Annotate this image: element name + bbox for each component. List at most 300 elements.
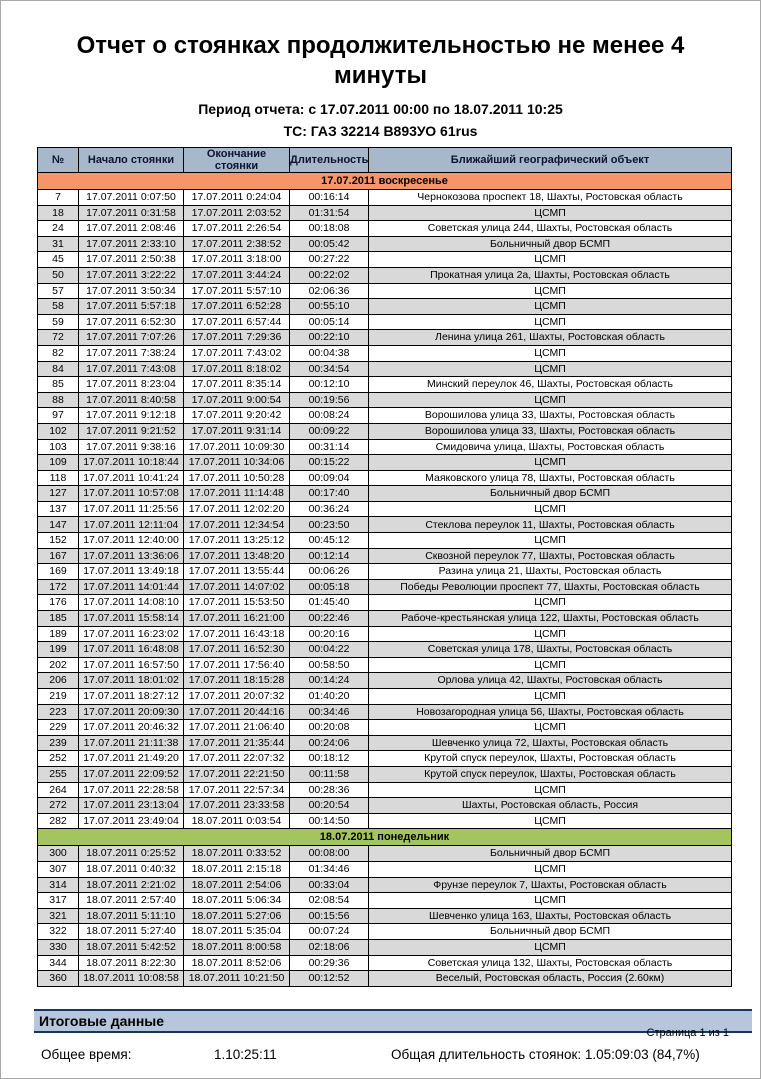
table-row (38, 533, 732, 549)
start-time-cell: 17.07.2011 7:07:26 (79, 330, 184, 346)
location-cell: ЦСМП (369, 501, 732, 517)
start-time-cell: 18.07.2011 5:11:10 (79, 908, 184, 924)
end-time-cell: 17.07.2011 9:00:54 (184, 392, 290, 408)
location-cell: Фрунзе переулок 7, Шахты, Ростовская область (369, 877, 732, 893)
location-cell: Советская улица 244, Шахты, Ростовская область (369, 221, 732, 237)
stop-number-cell: 57 (38, 283, 79, 299)
start-time-cell: 17.07.2011 16:48:08 (79, 642, 184, 658)
table-row (38, 704, 732, 720)
end-time-cell: 17.07.2011 15:53:50 (184, 595, 290, 611)
stop-number-cell: 127 (38, 486, 79, 502)
report-vehicle: ТС: ГАЗ 32214 В893УО 61rus (283, 123, 478, 139)
location-cell: ЦСМП (369, 861, 732, 877)
start-time-cell: 18.07.2011 8:22:30 (79, 955, 184, 971)
end-time-cell: 18.07.2011 2:54:06 (184, 877, 290, 893)
duration-cell: 00:28:36 (290, 782, 369, 798)
location-cell: ЦСМП (369, 657, 732, 673)
end-time-cell: 17.07.2011 0:24:04 (184, 190, 290, 206)
table-row (38, 595, 732, 611)
end-time-cell: 18.07.2011 5:06:34 (184, 893, 290, 909)
end-time-cell: 17.07.2011 16:21:00 (184, 611, 290, 627)
start-time-cell: 17.07.2011 8:23:04 (79, 377, 184, 393)
location-cell: ЦСМП (369, 205, 732, 221)
table-row (38, 314, 732, 330)
table-row (38, 548, 732, 564)
duration-cell: 01:31:54 (290, 205, 369, 221)
duration-cell: 00:09:22 (290, 423, 369, 439)
duration-cell: 00:22:46 (290, 611, 369, 627)
location-cell: Маяковского улица 78, Шахты, Ростовская область (369, 470, 732, 486)
duration-cell: 00:15:56 (290, 908, 369, 924)
start-time-cell: 18.07.2011 0:40:32 (79, 861, 184, 877)
duration-cell: 00:14:50 (290, 813, 369, 829)
end-time-cell: 18.07.2011 8:00:58 (184, 939, 290, 955)
start-time-cell: 18.07.2011 0:25:52 (79, 846, 184, 862)
stop-number-cell: 322 (38, 924, 79, 940)
location-cell: ЦСМП (369, 893, 732, 909)
end-time-cell: 17.07.2011 2:03:52 (184, 205, 290, 221)
duration-cell: 00:05:14 (290, 314, 369, 330)
start-time-cell: 17.07.2011 0:07:50 (79, 190, 184, 206)
location-cell: Минский переулок 46, Шахты, Ростовская область (369, 377, 732, 393)
end-time-cell: 17.07.2011 14:07:02 (184, 579, 290, 595)
location-cell: Разина улица 21, Шахты, Ростовская область (369, 564, 732, 580)
table-row (38, 877, 732, 893)
start-time-cell: 17.07.2011 12:11:04 (79, 517, 184, 533)
end-time-cell: 17.07.2011 20:07:32 (184, 689, 290, 705)
start-time-cell: 17.07.2011 5:57:18 (79, 299, 184, 315)
stop-number-cell: 172 (38, 579, 79, 595)
table-row (38, 908, 732, 924)
start-time-cell: 17.07.2011 16:57:50 (79, 657, 184, 673)
table-row (38, 813, 732, 829)
end-time-cell: 17.07.2011 12:34:54 (184, 517, 290, 533)
table-row (38, 735, 732, 751)
table-row (38, 501, 732, 517)
stop-number-cell: 199 (38, 642, 79, 658)
stop-number-cell: 252 (38, 751, 79, 767)
table-row (38, 939, 732, 955)
table-row (38, 252, 732, 268)
duration-cell: 00:34:46 (290, 704, 369, 720)
table-row (38, 564, 732, 580)
location-cell: Ленина улица 261, Шахты, Ростовская область (369, 330, 732, 346)
column-header-location: Ближайший географический объект (369, 148, 732, 173)
stop-number-cell: 219 (38, 689, 79, 705)
end-time-cell: 17.07.2011 18:15:28 (184, 673, 290, 689)
stop-number-cell: 118 (38, 470, 79, 486)
duration-cell: 00:17:40 (290, 486, 369, 502)
end-time-cell: 18.07.2011 5:35:04 (184, 924, 290, 940)
stop-number-cell: 137 (38, 501, 79, 517)
table-row (38, 955, 732, 971)
stop-number-cell: 272 (38, 798, 79, 814)
end-time-cell: 17.07.2011 5:57:10 (184, 283, 290, 299)
end-time-cell: 17.07.2011 11:14:48 (184, 486, 290, 502)
stop-number-cell: 59 (38, 314, 79, 330)
location-cell: ЦСМП (369, 720, 732, 736)
start-time-cell: 17.07.2011 2:08:46 (79, 221, 184, 237)
end-time-cell: 17.07.2011 13:48:20 (184, 548, 290, 564)
table-row (38, 971, 732, 987)
location-cell: ЦСМП (369, 283, 732, 299)
table-row (38, 330, 732, 346)
end-time-cell: 17.07.2011 3:44:24 (184, 267, 290, 283)
stop-number-cell: 189 (38, 626, 79, 642)
stop-number-cell: 330 (38, 939, 79, 955)
duration-cell: 00:04:38 (290, 345, 369, 361)
start-time-cell: 17.07.2011 23:49:04 (79, 813, 184, 829)
table-row (38, 345, 732, 361)
location-cell: Новозагородная улица 56, Шахты, Ростовская область (369, 704, 732, 720)
end-time-cell: 17.07.2011 2:26:54 (184, 221, 290, 237)
date-section-header: 18.07.2011 понедельник (38, 829, 732, 846)
stop-number-cell: 264 (38, 782, 79, 798)
end-time-cell: 17.07.2011 21:06:40 (184, 720, 290, 736)
duration-cell: 00:34:54 (290, 361, 369, 377)
stop-number-cell: 282 (38, 813, 79, 829)
start-time-cell: 17.07.2011 13:36:06 (79, 548, 184, 564)
duration-cell: 00:15:22 (290, 455, 369, 471)
stop-number-cell: 50 (38, 267, 79, 283)
totals-section-header (34, 1009, 752, 1033)
duration-cell: 00:45:12 (290, 533, 369, 549)
location-cell: ЦСМП (369, 345, 732, 361)
end-time-cell: 18.07.2011 0:03:54 (184, 813, 290, 829)
start-time-cell: 17.07.2011 14:01:44 (79, 579, 184, 595)
duration-cell: 00:14:24 (290, 673, 369, 689)
end-time-cell: 18.07.2011 8:52:06 (184, 955, 290, 971)
totals-row (1, 1047, 760, 1067)
table-row (38, 751, 732, 767)
duration-cell: 00:31:14 (290, 439, 369, 455)
location-cell: ЦСМП (369, 939, 732, 955)
stop-number-cell: 360 (38, 971, 79, 987)
end-time-cell: 17.07.2011 17:56:40 (184, 657, 290, 673)
duration-cell: 00:12:10 (290, 377, 369, 393)
end-time-cell: 17.07.2011 7:43:02 (184, 345, 290, 361)
stop-number-cell: 45 (38, 252, 79, 268)
end-time-cell: 17.07.2011 21:35:44 (184, 735, 290, 751)
start-time-cell: 17.07.2011 10:57:08 (79, 486, 184, 502)
location-cell: Шахты, Ростовская область, Россия (369, 798, 732, 814)
stop-number-cell: 317 (38, 893, 79, 909)
page-number: Страница 1 из 1 (646, 1027, 729, 1039)
stop-number-cell: 97 (38, 408, 79, 424)
end-time-cell: 17.07.2011 9:31:14 (184, 423, 290, 439)
table-row (38, 377, 732, 393)
location-cell: ЦСМП (369, 252, 732, 268)
start-time-cell: 17.07.2011 16:23:02 (79, 626, 184, 642)
column-header-start: Начало стоянки (79, 148, 184, 173)
duration-cell: 00:24:06 (290, 735, 369, 751)
start-time-cell: 17.07.2011 7:38:24 (79, 345, 184, 361)
stop-number-cell: 72 (38, 330, 79, 346)
end-time-cell: 17.07.2011 10:50:28 (184, 470, 290, 486)
duration-cell: 00:23:50 (290, 517, 369, 533)
stop-number-cell: 202 (38, 657, 79, 673)
stop-number-cell: 31 (38, 236, 79, 252)
start-time-cell: 17.07.2011 9:12:18 (79, 408, 184, 424)
location-cell: Смидовича улица, Шахты, Ростовская область (369, 439, 732, 455)
location-cell: ЦСМП (369, 533, 732, 549)
start-time-cell: 17.07.2011 21:11:38 (79, 735, 184, 751)
end-time-cell: 17.07.2011 13:55:44 (184, 564, 290, 580)
stop-number-cell: 109 (38, 455, 79, 471)
start-time-cell: 17.07.2011 6:52:30 (79, 314, 184, 330)
end-time-cell: 17.07.2011 16:52:30 (184, 642, 290, 658)
location-cell: Больничный двор БСМП (369, 486, 732, 502)
location-cell: Чернокозова проспект 18, Шахты, Ростовская область (369, 190, 732, 206)
table-row (38, 642, 732, 658)
location-cell: Советская улица 132, Шахты, Ростовская область (369, 955, 732, 971)
end-time-cell: 17.07.2011 22:21:50 (184, 766, 290, 782)
stop-number-cell: 102 (38, 423, 79, 439)
duration-cell: 01:34:46 (290, 861, 369, 877)
stop-number-cell: 18 (38, 205, 79, 221)
stop-number-cell: 300 (38, 846, 79, 862)
start-time-cell: 17.07.2011 3:50:34 (79, 283, 184, 299)
table-row (38, 579, 732, 595)
end-time-cell: 17.07.2011 22:07:32 (184, 751, 290, 767)
end-time-cell: 17.07.2011 7:29:36 (184, 330, 290, 346)
stop-number-cell: 84 (38, 361, 79, 377)
location-cell: ЦСМП (369, 595, 732, 611)
start-time-cell: 17.07.2011 10:41:24 (79, 470, 184, 486)
stop-number-cell: 58 (38, 299, 79, 315)
start-time-cell: 17.07.2011 7:43:08 (79, 361, 184, 377)
duration-cell: 00:05:42 (290, 236, 369, 252)
duration-cell: 00:20:16 (290, 626, 369, 642)
stop-number-cell: 229 (38, 720, 79, 736)
column-header-end: Окончание стоянки (184, 148, 290, 173)
location-cell: Победы Революции проспект 77, Шахты, Ростовская область (369, 579, 732, 595)
start-time-cell: 17.07.2011 9:38:16 (79, 439, 184, 455)
location-cell: Больничный двор БСМП (369, 236, 732, 252)
table-row (38, 299, 732, 315)
duration-cell: 00:29:36 (290, 955, 369, 971)
start-time-cell: 17.07.2011 20:46:32 (79, 720, 184, 736)
start-time-cell: 17.07.2011 14:08:10 (79, 595, 184, 611)
column-header-duration: Длительность (290, 148, 369, 173)
end-time-cell: 17.07.2011 6:52:28 (184, 299, 290, 315)
end-time-cell: 17.07.2011 10:34:06 (184, 455, 290, 471)
location-cell: Ворошилова улица 33, Шахты, Ростовская область (369, 408, 732, 424)
table-row (38, 611, 732, 627)
stop-number-cell: 82 (38, 345, 79, 361)
start-time-cell: 17.07.2011 3:22:22 (79, 267, 184, 283)
duration-cell: 00:58:50 (290, 657, 369, 673)
location-cell: ЦСМП (369, 782, 732, 798)
location-cell: ЦСМП (369, 813, 732, 829)
end-time-cell: 17.07.2011 8:35:14 (184, 377, 290, 393)
duration-cell: 00:27:22 (290, 252, 369, 268)
location-cell: Прокатная улица 2а, Шахты, Ростовская область (369, 267, 732, 283)
start-time-cell: 17.07.2011 21:49:20 (79, 751, 184, 767)
total-time-value: 1.10:25:11 (214, 1046, 277, 1062)
start-time-cell: 18.07.2011 2:21:02 (79, 877, 184, 893)
start-time-cell: 17.07.2011 12:40:00 (79, 533, 184, 549)
stop-number-cell: 176 (38, 595, 79, 611)
location-cell: ЦСМП (369, 689, 732, 705)
duration-cell: 00:33:04 (290, 877, 369, 893)
start-time-cell: 17.07.2011 10:18:44 (79, 455, 184, 471)
date-section-row (38, 173, 732, 190)
location-cell: ЦСМП (369, 392, 732, 408)
end-time-cell: 17.07.2011 9:20:42 (184, 408, 290, 424)
location-cell: Больничный двор БСМП (369, 924, 732, 940)
duration-cell: 00:18:08 (290, 221, 369, 237)
duration-cell: 00:55:10 (290, 299, 369, 315)
location-cell: Рабоче-крестьянская улица 122, Шахты, Ростовская область (369, 611, 732, 627)
stop-number-cell: 24 (38, 221, 79, 237)
location-cell: Сквозной переулок 77, Шахты, Ростовская область (369, 548, 732, 564)
start-time-cell: 17.07.2011 0:31:58 (79, 205, 184, 221)
duration-cell: 00:05:18 (290, 579, 369, 595)
table-row (38, 673, 732, 689)
end-time-cell: 17.07.2011 20:44:16 (184, 704, 290, 720)
table-row (38, 205, 732, 221)
column-header-number: № (38, 148, 79, 173)
duration-cell: 00:12:52 (290, 971, 369, 987)
table-row (38, 861, 732, 877)
duration-cell: 01:45:40 (290, 595, 369, 611)
total-parking-duration: Общая длительность стоянок: 1.05:09:03 (84,7%) (391, 1046, 700, 1062)
table-row (38, 846, 732, 862)
table-row (38, 439, 732, 455)
duration-cell: 00:22:02 (290, 267, 369, 283)
duration-cell: 00:20:08 (290, 720, 369, 736)
report-period: Период отчета: с 17.07.2011 00:00 по 18.07.2011 10:25 (198, 101, 563, 117)
location-cell: Больничный двор БСМП (369, 846, 732, 862)
duration-cell: 02:06:36 (290, 283, 369, 299)
end-time-cell: 18.07.2011 2:15:18 (184, 861, 290, 877)
table-row (38, 470, 732, 486)
location-cell: Стеклова переулок 11, Шахты, Ростовская область (369, 517, 732, 533)
page-title: Отчет о стоянках продолжительностью не менее 4 минуты (76, 32, 685, 89)
start-time-cell: 17.07.2011 13:49:18 (79, 564, 184, 580)
stop-number-cell: 7 (38, 190, 79, 206)
location-cell: ЦСМП (369, 455, 732, 471)
end-time-cell: 17.07.2011 3:18:00 (184, 252, 290, 268)
duration-cell: 00:06:26 (290, 564, 369, 580)
duration-cell: 00:18:12 (290, 751, 369, 767)
stop-number-cell: 85 (38, 377, 79, 393)
duration-cell: 00:04:22 (290, 642, 369, 658)
duration-cell: 00:08:00 (290, 846, 369, 862)
start-time-cell: 17.07.2011 18:01:02 (79, 673, 184, 689)
table-row (38, 657, 732, 673)
duration-cell: 00:20:54 (290, 798, 369, 814)
start-time-cell: 17.07.2011 2:50:38 (79, 252, 184, 268)
duration-cell: 01:40:20 (290, 689, 369, 705)
table-row (38, 689, 732, 705)
start-time-cell: 17.07.2011 22:28:58 (79, 782, 184, 798)
stop-number-cell: 321 (38, 908, 79, 924)
table-row (38, 798, 732, 814)
start-time-cell: 18.07.2011 2:57:40 (79, 893, 184, 909)
stop-number-cell: 152 (38, 533, 79, 549)
stop-number-cell: 307 (38, 861, 79, 877)
stop-number-cell: 344 (38, 955, 79, 971)
table-row (38, 190, 732, 206)
totals-section-title: Итоговые данные (39, 1012, 165, 1029)
start-time-cell: 17.07.2011 9:21:52 (79, 423, 184, 439)
table-row (38, 408, 732, 424)
location-cell: Орлова улица 42, Шахты, Ростовская область (369, 673, 732, 689)
duration-cell: 02:08:54 (290, 893, 369, 909)
end-time-cell: 18.07.2011 0:33:52 (184, 846, 290, 862)
table-row (38, 267, 732, 283)
date-section-header: 17.07.2011 воскресенье (38, 173, 732, 190)
stop-number-cell: 169 (38, 564, 79, 580)
location-cell: Шевченко улица 72, Шахты, Ростовская область (369, 735, 732, 751)
start-time-cell: 17.07.2011 23:13:04 (79, 798, 184, 814)
start-time-cell: 17.07.2011 2:33:10 (79, 236, 184, 252)
duration-cell: 02:18:06 (290, 939, 369, 955)
table-row (38, 486, 732, 502)
total-time-label: Общее время: (41, 1046, 132, 1062)
location-cell: Крутой спуск переулок, Шахты, Ростовская область (369, 751, 732, 767)
location-cell: ЦСМП (369, 361, 732, 377)
end-time-cell: 17.07.2011 6:57:44 (184, 314, 290, 330)
table-row (38, 283, 732, 299)
start-time-cell: 18.07.2011 5:27:40 (79, 924, 184, 940)
stop-number-cell: 206 (38, 673, 79, 689)
stop-number-cell: 88 (38, 392, 79, 408)
stop-number-cell: 147 (38, 517, 79, 533)
start-time-cell: 17.07.2011 20:09:30 (79, 704, 184, 720)
end-time-cell: 17.07.2011 22:57:34 (184, 782, 290, 798)
location-cell: ЦСМП (369, 299, 732, 315)
stop-number-cell: 255 (38, 766, 79, 782)
stop-number-cell: 185 (38, 611, 79, 627)
start-time-cell: 17.07.2011 18:27:12 (79, 689, 184, 705)
end-time-cell: 18.07.2011 5:27:06 (184, 908, 290, 924)
stop-number-cell: 223 (38, 704, 79, 720)
duration-cell: 00:22:10 (290, 330, 369, 346)
end-time-cell: 17.07.2011 23:33:58 (184, 798, 290, 814)
duration-cell: 00:16:14 (290, 190, 369, 206)
duration-cell: 00:11:58 (290, 766, 369, 782)
duration-cell: 00:08:24 (290, 408, 369, 424)
table-row (38, 455, 732, 471)
end-time-cell: 17.07.2011 8:18:02 (184, 361, 290, 377)
table-row (38, 893, 732, 909)
date-section-row (38, 829, 732, 846)
stops-table (37, 147, 732, 987)
location-cell: Шевченко улица 163, Шахты, Ростовская область (369, 908, 732, 924)
table-row (38, 236, 732, 252)
duration-cell: 00:12:14 (290, 548, 369, 564)
table-row (38, 720, 732, 736)
location-cell: Советская улица 178, Шахты, Ростовская область (369, 642, 732, 658)
end-time-cell: 17.07.2011 2:38:52 (184, 236, 290, 252)
stop-number-cell: 314 (38, 877, 79, 893)
location-cell: ЦСМП (369, 314, 732, 330)
table-row (38, 766, 732, 782)
duration-cell: 00:19:56 (290, 392, 369, 408)
location-cell: Веселый, Ростовская область, Россия (2.60км) (369, 971, 732, 987)
start-time-cell: 17.07.2011 22:09:52 (79, 766, 184, 782)
duration-cell: 00:07:24 (290, 924, 369, 940)
table-row (38, 626, 732, 642)
table-row (38, 924, 732, 940)
end-time-cell: 17.07.2011 12:02:20 (184, 501, 290, 517)
table-row (38, 361, 732, 377)
table-row (38, 517, 732, 533)
duration-cell: 00:36:24 (290, 501, 369, 517)
